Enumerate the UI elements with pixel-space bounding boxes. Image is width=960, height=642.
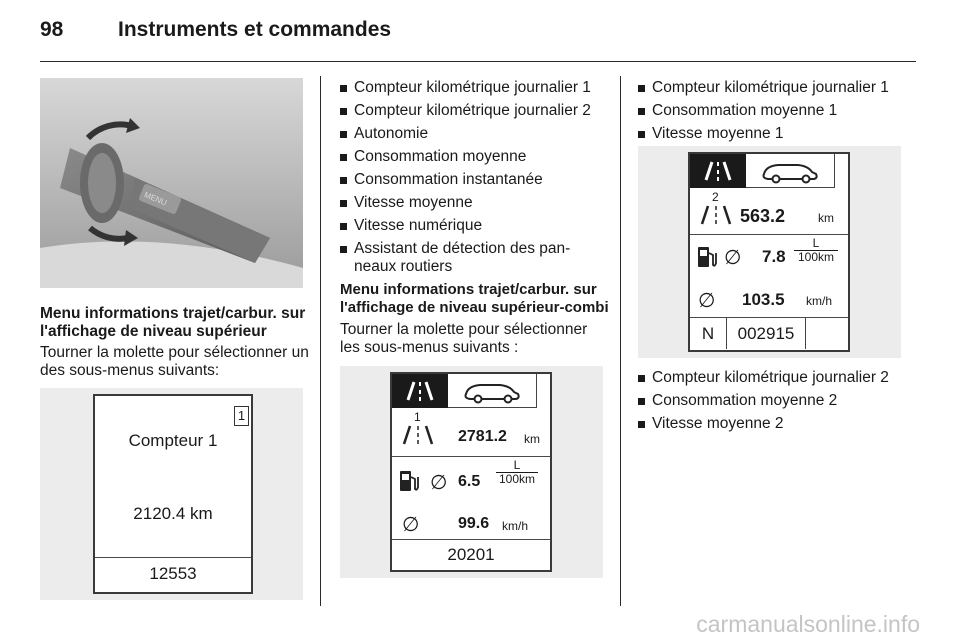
trip-road-icon bbox=[696, 202, 736, 226]
bullet-icon bbox=[340, 108, 347, 115]
page-number: 98 bbox=[40, 18, 64, 41]
display-figure-3 bbox=[638, 146, 901, 358]
info-display-panel bbox=[93, 394, 253, 594]
average-speed-unit: km/h bbox=[806, 294, 833, 308]
consumption-value: 7.8 bbox=[762, 247, 786, 266]
fuel-pump-icon bbox=[696, 243, 718, 271]
list-item: Consommation instantanée bbox=[340, 171, 610, 194]
list-item: Consommation moyenne 2 bbox=[638, 392, 918, 415]
odometer-value: 002915 bbox=[727, 318, 806, 349]
combi-display-panel-2 bbox=[688, 152, 850, 352]
list-item: Compteur kilométrique journalier 2 bbox=[340, 102, 610, 125]
bullet-icon bbox=[340, 85, 347, 92]
bullet-icon bbox=[638, 108, 645, 115]
section-heading-upper-display: Menu informations trajet/carbur. sur l'affichage de niveau supérieur bbox=[40, 305, 306, 340]
display-figure-1 bbox=[40, 388, 303, 600]
fuel-pump-icon bbox=[398, 467, 420, 495]
stalk-control-photo bbox=[40, 78, 303, 288]
odometer-row bbox=[392, 539, 550, 569]
combi-display-panel bbox=[390, 372, 552, 572]
display-trip-value: 2120.4 km bbox=[133, 504, 213, 523]
speed-symbol: ∅ bbox=[402, 514, 420, 536]
vehicle-tab bbox=[746, 154, 835, 188]
site-watermark: carmanualsonline.info bbox=[696, 611, 920, 637]
trip-index: 2 bbox=[712, 190, 719, 204]
consumption-unit: $\frac{L}{100km}$ bbox=[794, 237, 838, 264]
list-item: Compteur kilométrique journalier 1 bbox=[340, 79, 610, 102]
status-row bbox=[690, 317, 848, 349]
consumption-value: 6.5 bbox=[458, 473, 481, 490]
menu-button-label: MENU bbox=[142, 190, 169, 208]
speed-symbol: ∅ bbox=[698, 290, 716, 312]
list-item: Vitesse moyenne bbox=[340, 194, 610, 217]
consumption-row bbox=[690, 234, 848, 285]
chapter-title: Instruments et commandes bbox=[118, 18, 392, 41]
section-body-upper-display: Tourner la molette pour sélectionner un des sous-menus suivants: bbox=[40, 344, 309, 379]
bullet-icon bbox=[340, 131, 347, 138]
display-page-badge: 1 bbox=[234, 406, 249, 426]
trip-distance-value: 563.2 bbox=[740, 206, 786, 226]
speed-row bbox=[690, 284, 848, 317]
bullet-icon bbox=[638, 375, 645, 382]
bullet-icon bbox=[638, 85, 645, 92]
list-item: Assistant de détection des pan-neaux routiers bbox=[340, 240, 610, 281]
speed-row bbox=[392, 512, 550, 539]
submenu-list-page2 bbox=[638, 369, 918, 438]
section-heading-combi-display: Menu informations trajet/carbur. sur l'affichage de niveau supérieur-combi bbox=[340, 281, 609, 316]
trip-tab-active bbox=[392, 374, 448, 408]
car-icon bbox=[746, 154, 834, 187]
section-body-combi-display: Tourner la molette pour sélectionner les sous-menus suivants : bbox=[340, 321, 588, 356]
bullet-icon bbox=[340, 200, 347, 207]
display-figure-2 bbox=[340, 366, 603, 578]
trip-index: 1 bbox=[414, 410, 421, 424]
list-item: Consommation moyenne 1 bbox=[638, 102, 918, 125]
consumption-unit: $\frac{L}{100km}$ bbox=[496, 459, 538, 486]
average-speed-value: 99.6 bbox=[458, 515, 490, 532]
consumption-row bbox=[392, 456, 550, 513]
odometer-row bbox=[95, 557, 251, 591]
vehicle-tab bbox=[448, 374, 537, 408]
trip-distance-unit: km bbox=[524, 432, 540, 446]
bullet-icon bbox=[638, 131, 645, 138]
bullet-icon bbox=[340, 223, 347, 230]
odometer-value: 20201 bbox=[447, 545, 495, 564]
list-item: Compteur kilométrique journalier 2 bbox=[638, 369, 918, 392]
average-speed-unit: km/h bbox=[502, 519, 529, 533]
road-trip-icon bbox=[392, 374, 448, 408]
column-divider-2 bbox=[620, 76, 621, 606]
car-icon bbox=[448, 374, 536, 407]
header-rule bbox=[40, 61, 916, 62]
column-divider-1 bbox=[320, 76, 321, 606]
trip-tab-active bbox=[690, 154, 746, 188]
consumption-symbol: ∅ bbox=[724, 247, 742, 269]
list-item: Autonomie bbox=[340, 125, 610, 148]
average-speed-value: 103.5 bbox=[742, 290, 785, 309]
odometer-value: 12553 bbox=[149, 564, 197, 583]
list-item: Vitesse moyenne 2 bbox=[638, 415, 918, 438]
bullet-icon bbox=[638, 421, 645, 428]
submenu-list-page1 bbox=[638, 79, 918, 148]
bullet-icon bbox=[340, 246, 347, 253]
gear-indicator: N bbox=[690, 318, 727, 349]
list-item: Consommation moyenne bbox=[340, 148, 610, 171]
display-title: Compteur 1 bbox=[128, 431, 218, 450]
list-item: Vitesse moyenne 1 bbox=[638, 125, 918, 148]
submenu-list-upper bbox=[340, 79, 610, 281]
trip-distance-value: 2781.2 bbox=[458, 428, 507, 445]
list-item: Compteur kilométrique journalier 1 bbox=[638, 79, 918, 102]
bullet-icon bbox=[340, 154, 347, 161]
trip-road-icon bbox=[398, 422, 438, 446]
bullet-icon bbox=[340, 177, 347, 184]
trip-distance-unit: km bbox=[818, 211, 834, 225]
list-item: Vitesse numérique bbox=[340, 217, 610, 240]
road-trip-icon bbox=[690, 154, 746, 188]
consumption-symbol: ∅ bbox=[430, 472, 448, 494]
bullet-icon bbox=[638, 398, 645, 405]
turn-signal-lever-illustration bbox=[40, 78, 303, 288]
